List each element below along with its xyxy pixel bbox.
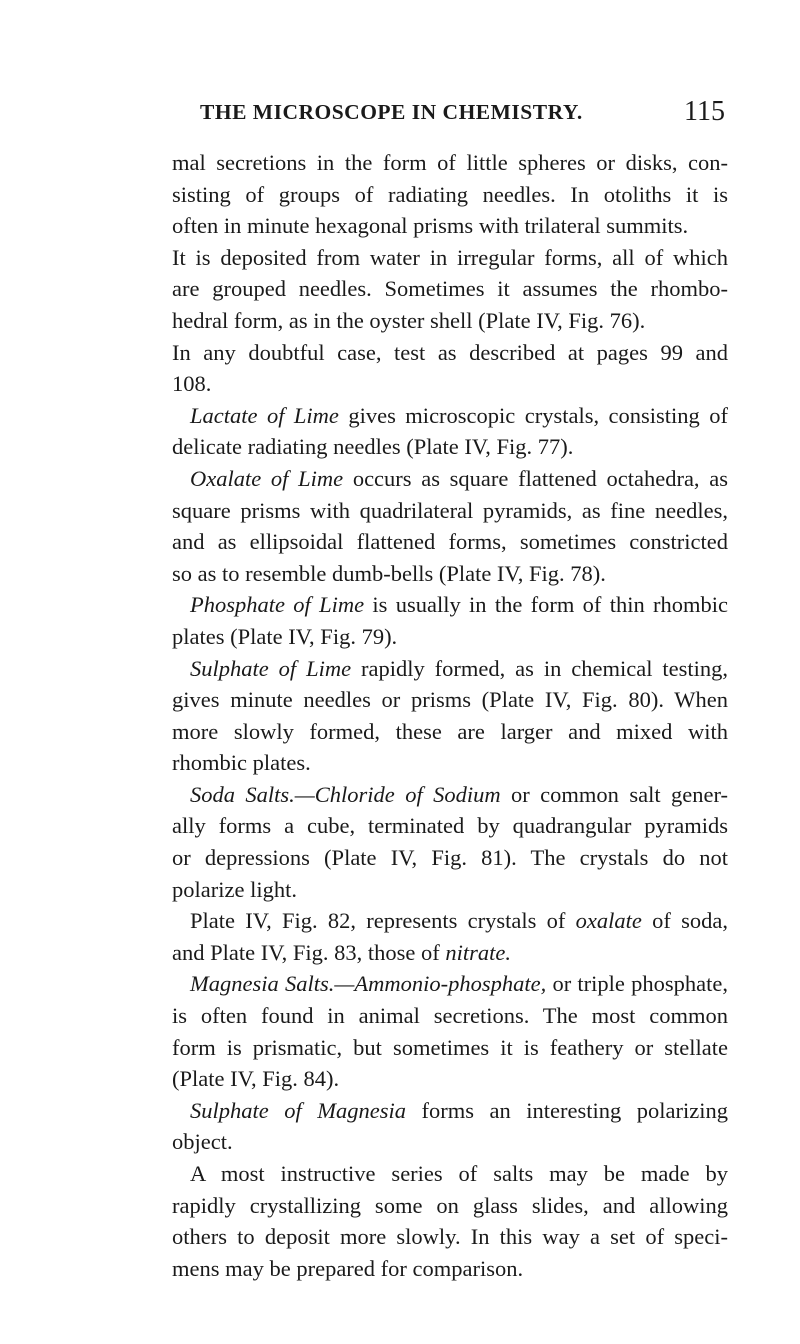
text-line: Magnesia Salts.—Ammonio-phosphate, or triple phosphate, <box>190 971 728 997</box>
term-sulphate-of-magnesia: Sulphate of Magnesia <box>190 1097 407 1123</box>
text-line: Oxalate of Lime occurs as square flattened octahedra, as <box>190 465 728 491</box>
text-line: Sulphate of Magnesia forms an interesting polarizing <box>190 1097 728 1123</box>
term-sulphate-of-lime: Sulphate of Lime <box>190 655 352 681</box>
term-magnesia-salts: Magnesia Salts.—Ammonio-phosphate, <box>190 971 547 997</box>
text-line: gives minute needles or prisms (Plate IV, Fig. 80). When <box>172 687 728 713</box>
text-line: sisting of groups of radiating needles. In otoliths it is <box>172 181 728 207</box>
text-line: delicate radiating needles (Plate IV, Fig. 77). <box>172 434 574 460</box>
text-line: more slowly formed, these are larger and mixed with <box>172 718 728 744</box>
running-header <box>200 96 725 136</box>
text-line: 108. <box>172 371 212 397</box>
page-number: 115 <box>684 96 725 127</box>
term-oxalate: oxalate <box>575 908 642 934</box>
term-nitrate: nitrate. <box>445 939 511 965</box>
text-line: rhombic plates. <box>172 750 311 776</box>
text-line: are grouped needles. Sometimes it assumes the rhombo- <box>172 276 728 302</box>
text-line: Lactate of Lime gives microscopic crystals, consisting of <box>190 402 728 428</box>
text-line: is often found in animal secretions. The most common <box>172 1003 728 1029</box>
term-phosphate-of-lime: Phosphate of Lime <box>190 592 365 618</box>
text-line: form is prismatic, but sometimes it is feathery or stellate <box>172 1034 728 1060</box>
text-line: square prisms with quadrilateral pyramids, as fine needles, <box>172 497 728 523</box>
text-line: object. <box>172 1129 233 1155</box>
term-oxalate-of-lime: Oxalate of Lime <box>190 465 344 491</box>
text-line: (Plate IV, Fig. 84). <box>172 1066 340 1092</box>
text-line: Sulphate of Lime rapidly formed, as in chemical testing, <box>190 655 728 681</box>
text-line: and as ellipsoidal flattened forms, sometimes constricted <box>172 529 728 555</box>
term-lactate-of-lime: Lactate of Lime <box>190 402 339 428</box>
text-line: Phosphate of Lime is usually in the form of thin rhombic <box>190 592 728 618</box>
text-line: or depressions (Plate IV, Fig. 81). The crystals do not <box>172 845 728 871</box>
text-line: mens may be prepared for comparison. <box>172 1255 524 1281</box>
text-line: A most instructive series of salts may be made by <box>190 1161 728 1186</box>
text-line: plates (Plate IV, Fig. 79). <box>172 623 398 649</box>
running-title: THE MICROSCOPE IN CHEMISTRY. <box>200 100 583 124</box>
text-line: mal secretions in the form of little spheres or disks, con- <box>172 150 728 175</box>
text-line: Plate IV, Fig. 82, represents crystals of oxalate of soda, <box>190 908 728 934</box>
text-line: hedral form, as in the oyster shell (Plate IV, Fig. 76). <box>172 307 646 333</box>
term-soda-salts: Soda Salts.—Chloride of Sodium <box>190 781 501 807</box>
text-line: rapidly crystallizing some on glass slides, and allowing <box>172 1192 728 1218</box>
text-line: others to deposit more slowly. In this way a set of speci- <box>172 1224 728 1250</box>
body-text <box>172 147 728 1284</box>
text-line: often in minute hexagonal prisms with trilateral summits. <box>172 213 689 239</box>
text-line: so as to resemble dumb-bells (Plate IV, Fig. 78). <box>172 560 606 586</box>
text-line: It is deposited from water in irregular forms, all of which <box>172 244 728 270</box>
text-line: ally forms a cube, terminated by quadrangular pyramids <box>172 813 728 839</box>
text-line: and Plate IV, Fig. 83, those of nitrate. <box>172 939 511 965</box>
text-line: Soda Salts.—Chloride of Sodium or common salt gener- <box>190 781 728 807</box>
text-line: In any doubtful case, test as described at pages 99 and <box>172 339 728 365</box>
text-line: polarize light. <box>172 876 297 902</box>
